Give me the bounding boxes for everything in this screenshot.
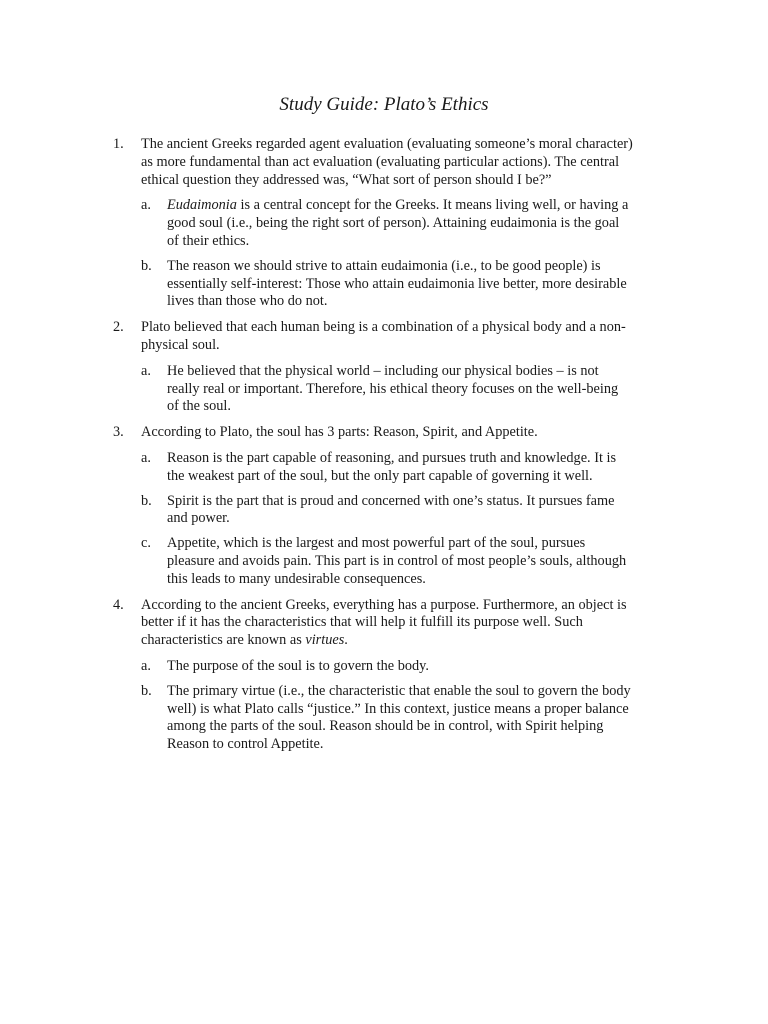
list-item <box>113 424 633 588</box>
sub-item-text: The primary virtue (i.e., the characteristic that enable the soul to govern the body well) is what Plato calls “justice.” In this context, justice means a proper balance among the parts of the soul. Reason should be in control, with Spirit helping Reason to control Appetite. <box>167 682 631 753</box>
sub-item-letter: a. <box>141 362 151 379</box>
sub-item-letter: c. <box>141 535 151 552</box>
item-text-end: . <box>344 632 348 649</box>
sub-item <box>141 258 633 311</box>
list-item <box>113 597 633 754</box>
list-item <box>113 136 633 311</box>
sub-item-text: The reason we should strive to attain eudaimonia (i.e., to be good people) is essentially self-interest: Those who attain eudaimonia live better, more desirable lives than those who do not. <box>167 257 627 310</box>
item-number: 1. <box>113 136 124 152</box>
sub-item-letter: b. <box>141 682 152 699</box>
page-title: Study Guide: Plato’s Ethics <box>279 94 489 115</box>
sub-item-letter: b. <box>141 257 152 274</box>
item-text: The ancient Greeks regarded agent evaluation (evaluating someone’s moral character) as more fundamental than act evaluation (evaluating particular actions). The central ethical question they addressed was, “What sort of person should I be?” <box>141 136 633 188</box>
sub-item-letter: a. <box>141 657 151 674</box>
sub-item-text: The purpose of the soul is to govern the body. <box>167 657 429 674</box>
sub-item-text: Spirit is the part that is proud and concerned with one’s status. It pursues fame and power. <box>167 492 615 527</box>
item-text: According to Plato, the soul has 3 parts: Reason, Spirit, and Appetite. <box>141 424 538 441</box>
sub-item-letter: a. <box>141 197 151 214</box>
sub-item <box>141 363 633 416</box>
item-text: Plato believed that each human being is a combination of a physical body and a non-physical soul. <box>141 319 626 353</box>
sub-item-text: Appetite, which is the largest and most powerful part of the soul, pursues pleasure and avoids pain. This part is in control of most people’s souls, although this leads to many undesirable consequences. <box>167 535 627 587</box>
sub-item <box>141 493 633 529</box>
item-number: 3. <box>113 424 124 441</box>
term-virtues: virtues <box>305 632 345 649</box>
term-eudaimonia: Eudaimonia <box>167 197 237 214</box>
sub-item <box>141 658 633 676</box>
item-text: According to the ancient Greeks, everything has a purpose. Furthermore, an object is better if it has the characteristics that will help it fulfill its purpose well. Such characteristics are known as <box>141 596 627 649</box>
sub-item <box>141 683 633 754</box>
sub-item-text: He believed that the physical world – including our physical bodies – is not really real or important. Therefore, his ethical theory focuses on the well-being of the soul. <box>167 362 619 415</box>
sub-item <box>141 197 633 250</box>
sub-item-letter: a. <box>141 449 151 466</box>
outline-list <box>113 136 633 762</box>
sub-item-text: is a central concept for the Greeks. It means living well, or having a good soul (i.e., being the right sort of person). Attaining eudaimonia is the goal of their ethics. <box>167 197 629 249</box>
item-number: 2. <box>113 319 124 336</box>
sub-item <box>141 450 633 486</box>
sub-item <box>141 535 633 588</box>
sub-item-letter: b. <box>141 492 152 509</box>
sub-item-text: Reason is the part capable of reasoning, and pursues truth and knowledge. It is the weakest part of the soul, but the only part capable of governing it well. <box>167 449 617 484</box>
item-number: 4. <box>113 596 124 613</box>
list-item <box>113 319 633 416</box>
